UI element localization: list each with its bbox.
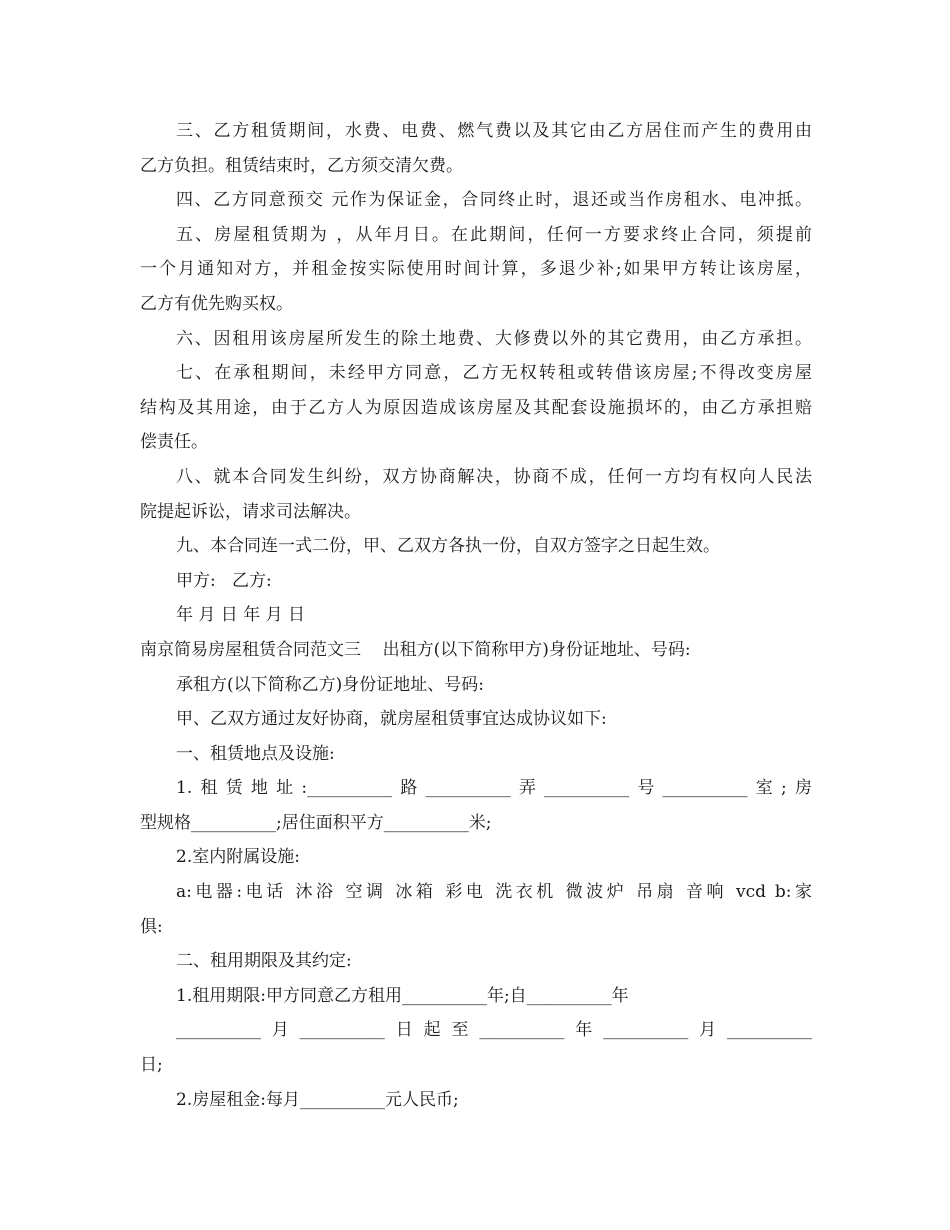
text-line: __________月__________日起至__________年__________月__________ bbox=[176, 1020, 812, 1041]
text-line: 年 月 日 年 月 日 bbox=[176, 605, 306, 626]
text-line: 院提起诉讼，请求司法解决。 bbox=[140, 501, 361, 522]
text-line: 俱: bbox=[140, 916, 163, 937]
contract-body bbox=[140, 114, 812, 1117]
text-line: 1.租赁地址:__________路__________弄__________号__________室;房 bbox=[176, 778, 812, 799]
text-line: 1.租用期限:甲方同意乙方租用__________年;自__________年 bbox=[176, 985, 629, 1006]
text-line: 偿责任。 bbox=[140, 432, 208, 453]
text-line: 七、在承租期间，未经甲方同意，乙方无权转租或转借该房屋;不得改变房屋 bbox=[176, 363, 812, 384]
text-line: 2.房屋租金:每月__________元人民币; bbox=[176, 1089, 459, 1110]
text-line: 日; bbox=[140, 1055, 163, 1076]
text-line: 乙方负担。租赁结束时，乙方须交清欠费。 bbox=[140, 155, 463, 176]
text-line: 南京简易房屋租赁合同范文三 出租方(以下简称甲方)身份证地址、号码: bbox=[140, 639, 691, 660]
text-line: 九、本合同连一式二份，甲、乙双方各执一份，自双方签字之日起生效。 bbox=[176, 536, 720, 557]
text-line: 五、房屋租赁期为 ，从年月日。在此期间，任何一方要求终止合同，须提前 bbox=[176, 224, 812, 245]
text-line: 三、乙方租赁期间，水费、电费、燃气费以及其它由乙方居住而产生的费用由 bbox=[176, 121, 812, 141]
text-line: 2.室内附属设施: bbox=[176, 847, 300, 868]
text-line: 二、租用期限及其约定: bbox=[176, 951, 352, 972]
text-line: 一、租赁地点及设施: bbox=[176, 743, 335, 764]
text-line: 甲、乙双方通过友好协商，就房屋租赁事宜达成协议如下: bbox=[176, 709, 607, 730]
text-line: 型规格__________;居住面积平方__________米; bbox=[140, 812, 492, 833]
text-line: 六、因租用该房屋所发生的除土地费、大修费以外的其它费用，由乙方承担。 bbox=[176, 328, 812, 349]
text-line: 四、乙方同意预交 元作为保证金，合同终止时，退还或当作房租水、电冲抵。 bbox=[176, 190, 812, 211]
text-line: 结构及其用途，由于乙方人为原因造成该房屋及其配套设施损坏的，由乙方承担赔 bbox=[140, 397, 812, 418]
text-line: 乙方有优先购买权。 bbox=[140, 293, 293, 314]
text-line: 八、就本合同发生纠纷，双方协商解决，协商不成，任何一方均有权向人民法 bbox=[176, 466, 812, 487]
text-line: a:电器:电话 沐浴 空调 冰箱 彩电 洗衣机 微波炉 吊扇 音响 vcd b:家 bbox=[176, 882, 812, 903]
text-line: 甲方: 乙方: bbox=[176, 570, 272, 591]
text-line: 一个月通知对方，并租金按实际使用时间计算，多退少补;如果甲方转让该房屋， bbox=[140, 259, 812, 280]
text-line: 承租方(以下简称乙方)身份证地址、号码: bbox=[176, 674, 484, 695]
